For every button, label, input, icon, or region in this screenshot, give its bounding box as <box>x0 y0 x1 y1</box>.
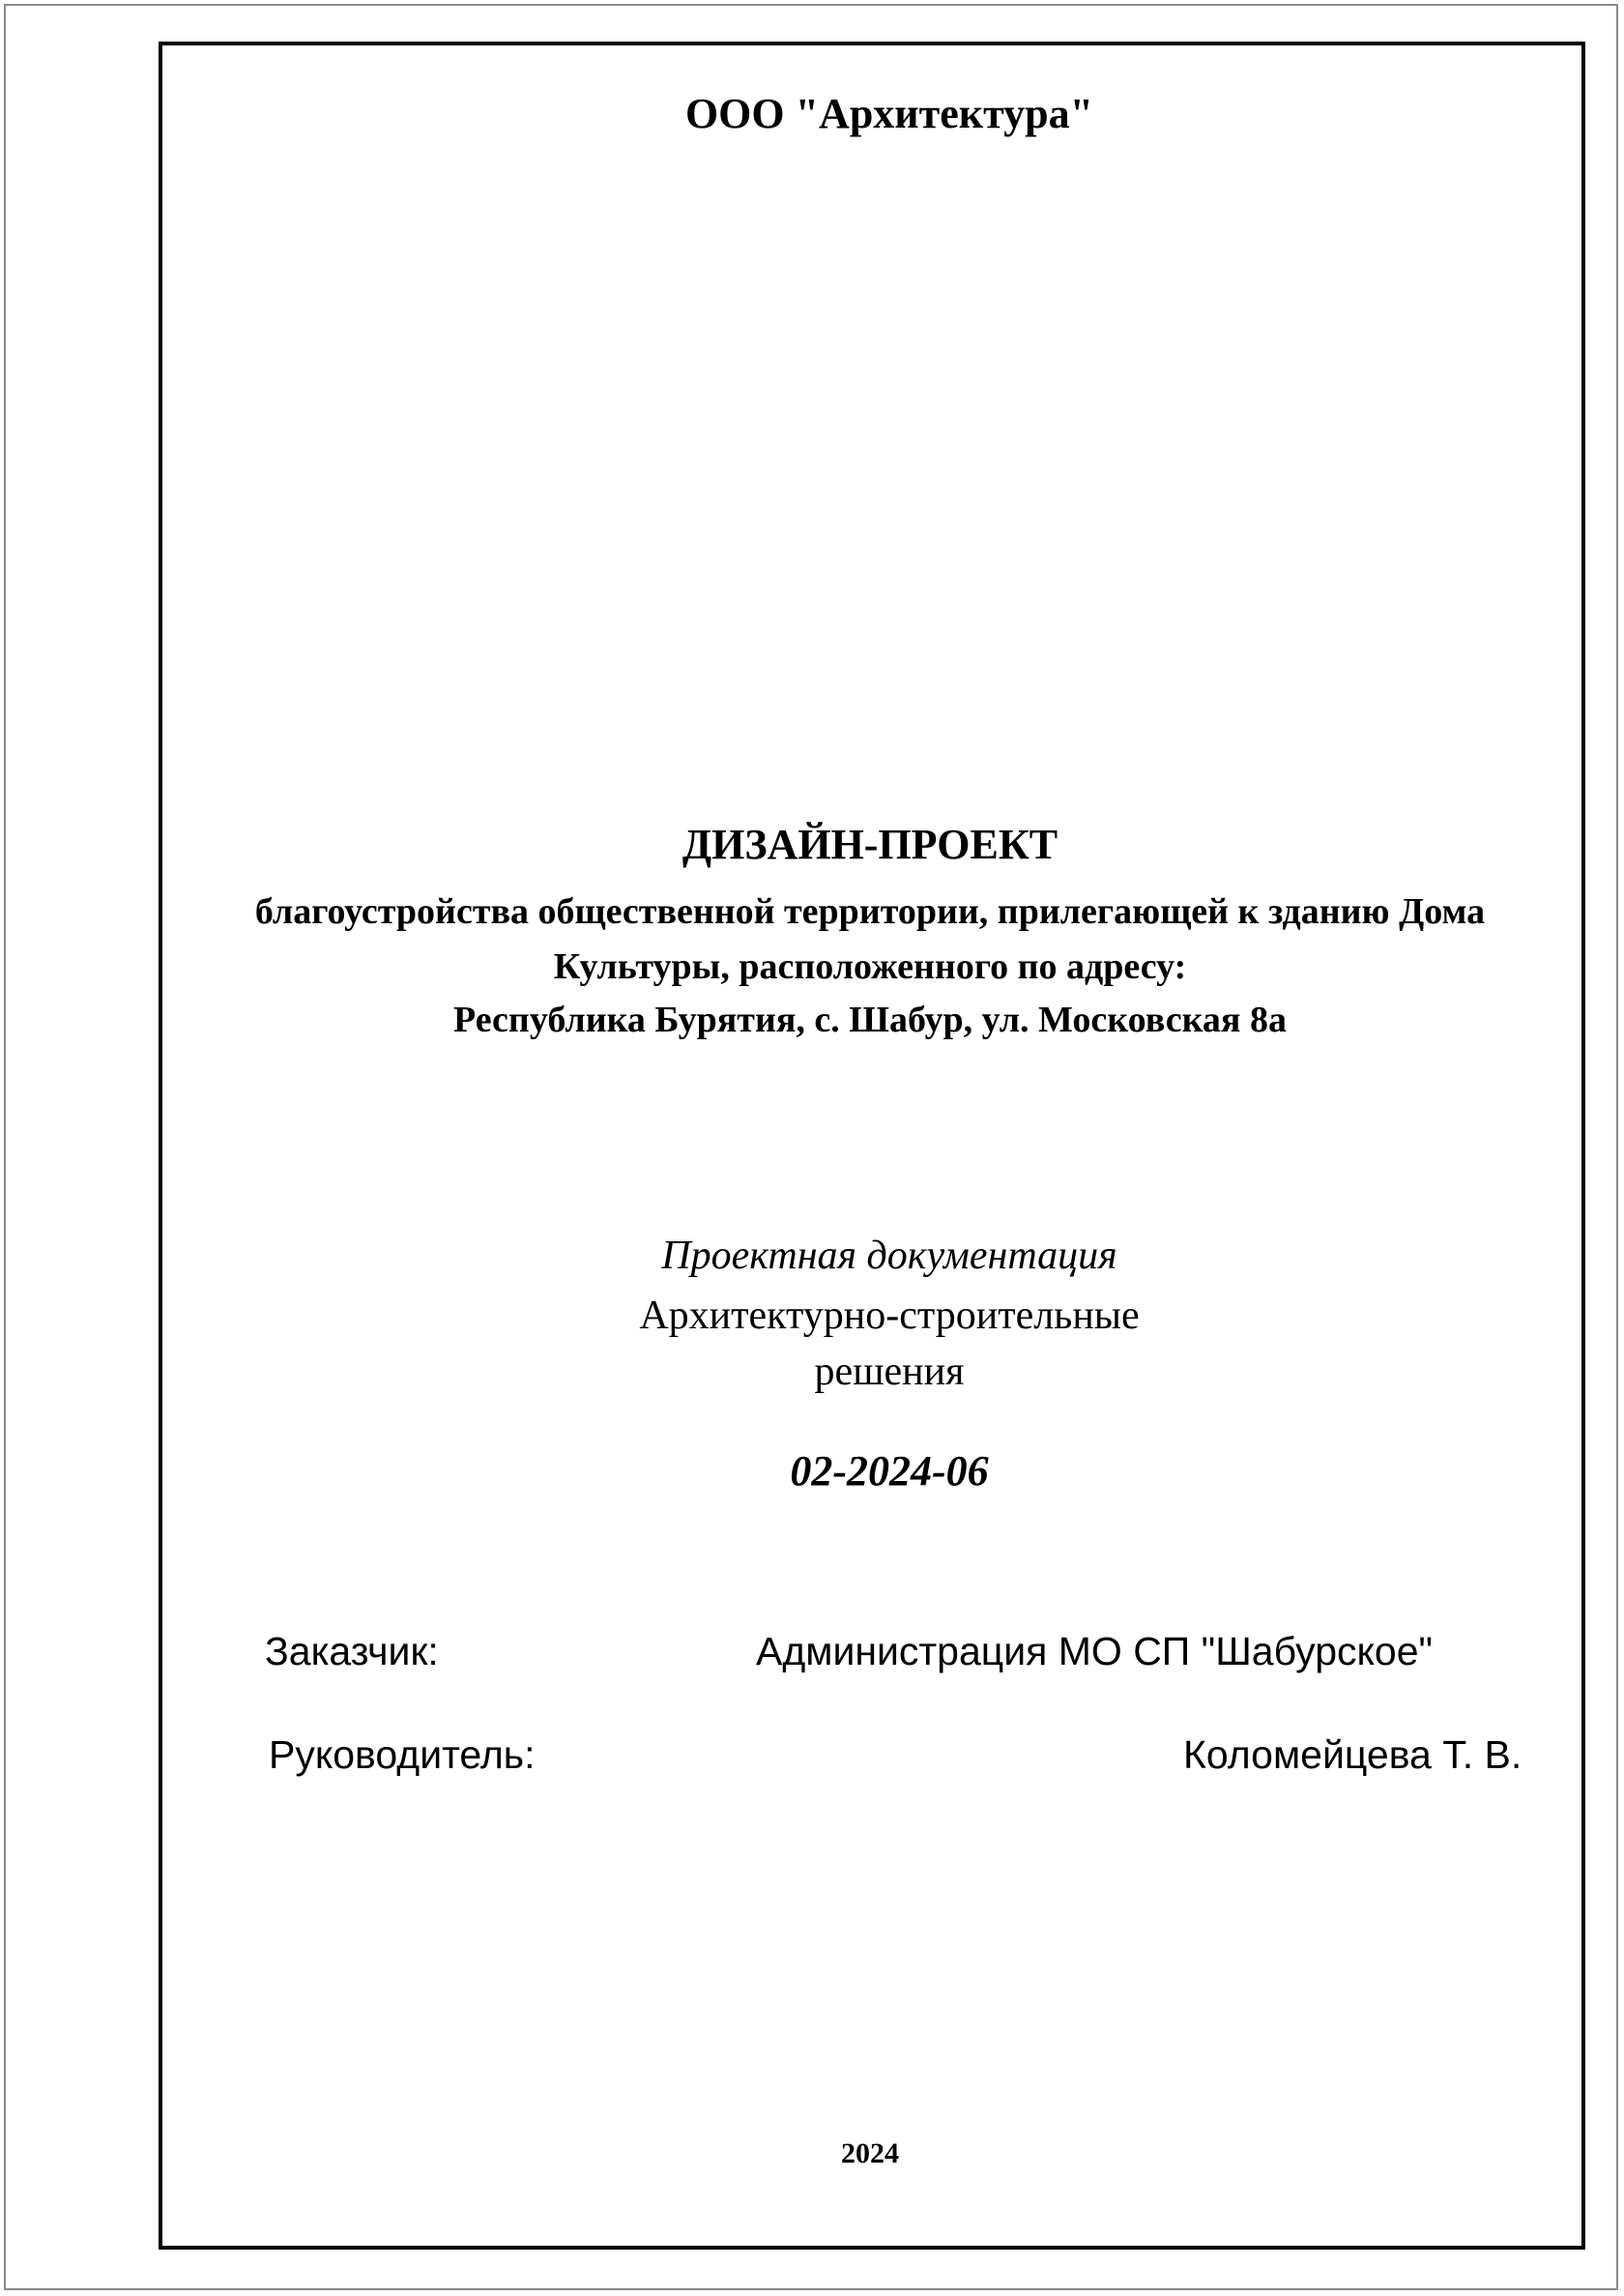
document-frame <box>159 42 1585 2250</box>
customer-label: Заказчик: <box>265 1629 439 1673</box>
customer-value: Администрация МО СП "Шабурское" <box>756 1629 1434 1673</box>
head-label: Руководитель: <box>269 1732 536 1777</box>
company-name: ООО "Архитектура" <box>684 90 1094 137</box>
document-type-title: ДИЗАЙН-ПРОЕКТ <box>682 821 1058 868</box>
documentation-category: Проектная документация <box>661 1234 1117 1278</box>
subject-line-2: Культуры, расположенного по адресу: <box>553 946 1187 987</box>
head-value: Коломейцева Т. В. <box>1183 1732 1522 1777</box>
document-code: 02-2024-06 <box>790 1447 989 1495</box>
section-name-line-1: Архитектурно-строительные <box>639 1293 1140 1338</box>
document-year: 2024 <box>841 2137 899 2169</box>
subject-line-1: благоустройства общественной территории, прилегающей к зданию Дома <box>254 891 1486 932</box>
subject-line-3: Республика Бурятия, с. Шабур, ул. Московская 8а <box>453 1000 1287 1040</box>
section-name-line-2: решения <box>814 1350 965 1394</box>
